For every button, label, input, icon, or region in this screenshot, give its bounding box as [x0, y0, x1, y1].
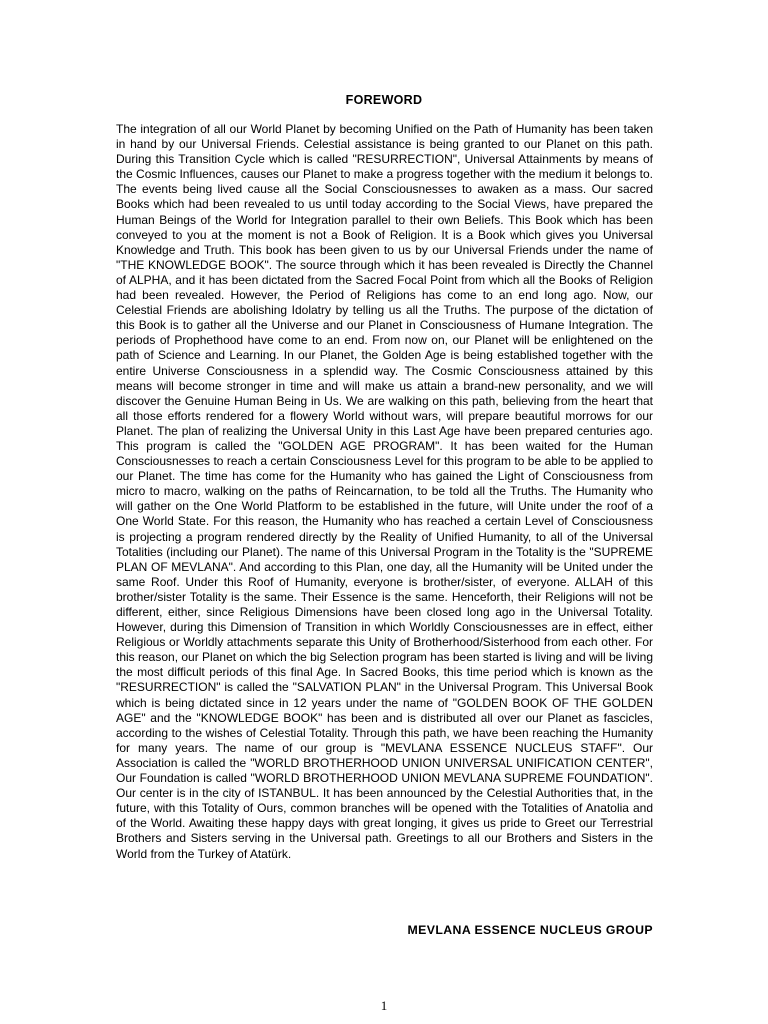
page-title: FOREWORD — [345, 93, 423, 107]
foreword-body: The integration of all our World Planet by becoming Unified on the Path of Humanity has been taken in hand by our Universal Friends. Celestial assistance is being granted to our Planet on this path. During this Transition Cycle which is called "RESURRECTION", Universal Attainments by means of the Cosmic Influences, causes our Planet to make a progress together with the medium it belongs to. The events being lived cause all the Social Consciousnesses to awaken as a mass. Our sacred Books which had been revealed to us until today according to the Social Views, have prepared the Human Beings of the World for Integration parallel to their own Beliefs. This Book which has been conveyed to you at the moment is not a Book of Religion. It is a Book which gives you Universal Knowledge and Truth. This book has been given to us by our Universal Friends under the name of "THE KNOWLEDGE BOOK". The source through which it has been revealed is Directly the Channel of ALPHA, and it has been dictated from the Sacred Focal Point from which all the Books of Religion had been revealed. However, the Period of Religions has come to an end long ago. Now, our Celestial Friends are abolishing Idolatry by telling us all the Truths. The purpose of the dictation of this Book is to gather all the Universe and our Planet in Consciousness of Humane Integration. The periods of Prophethood have come to an end. From now on, our Planet will be enlightened on the path of Science and Learning. In our Planet, the Golden Age is being established together with the entire Universe Consciousness in a splendid way. The Cosmic Consciousness attained by this means will become stronger in time and will make us attain a brand-new personality, and we will discover the Genuine Human Being in Us. We are walking on this path, believing from the heart that all those efforts rendered for a flowery World without wars, will prepare beautiful morrows for our Planet. The plan of realizing the Universal Unity in this Last Age have been prepared centuries ago. This program is called the "GOLDEN AGE PROGRAM". It has been waited for the Human Consciousnesses to reach a certain Consciousness Level for this program to be able to be applied to our Planet. The time has come for the Humanity who has gained the Light of Consciousness from micro to macro, walking on the paths of Reincarnation, to be told all the Truths. The Humanity who will gather on the One World Platform to be established in the future, will Unite under the roof of a One World State. For this reason, the Humanity who has reached a certain Level of Consciousness is projecting a program rendered directly by the Reality of Unified Humanity, to all of the Universal Totalities (including our Planet). The name of this Universal Program in the Totality is the "SUPREME PLAN OF MEVLANA". And according to this Plan, one day, all the Humanity will be United under the same Roof. Under this Roof of Humanity, everyone is brother/sister, of everyone. ALLAH of this brother/sister Totality is the same. Their Essence is the same. Henceforth, their Religions will not be different, either, since Religious Dimensions have been closed long ago in the Universal Totality. However, during this Dimension of Transition in which Worldly Consciousnesses are in effect, either Religious or Worldly attachments separate this Unity of Brotherhood/Sisterhood from each other. For this reason, our Planet on which the big Selection program has been started is living and will be living the most difficult periods of this final Age. In Sacred Books, this time period which is known as the "RESURRECTION" is called the "SALVATION PLAN" in the Universal Program. This Universal Book which is being dictated since in 12 years under the name of "GOLDEN BOOK OF THE GOLDEN AGE" and the "KNOWLEDGE BOOK" has been and is distributed all over our Planet as fascicles, according to the wishes of Celestial Totality. Through this path, we have been reaching the Humanity for many years. The name of our group is "MEVLANA ESSENCE NUCLEUS STAFF". Our Association is called the "WORLD BROTHERHOOD UNION UNIVERSAL UNIFICATION CENTER", Our Foundation is called "WORLD BROTHERHOOD UNION MEVLANA SUPREME FOUNDATION". Our center is in the city of ISTANBUL. It has been announced by the Celestial Authorities that, in the future, with this Totality of Ours, common branches will be opened with the Totalities of Anatolia and of the World. Awaiting these happy days with great longing, it gives us pride to Greet our Terrestrial Brothers and Sisters serving in the Universal path. Greetings to all our Brothers and Sisters in the World from the Turkey of Atatürk. — [116, 122, 653, 861]
page-number: 1 — [380, 998, 388, 1013]
signature: MEVLANA ESSENCE NUCLEUS GROUP — [407, 923, 653, 937]
